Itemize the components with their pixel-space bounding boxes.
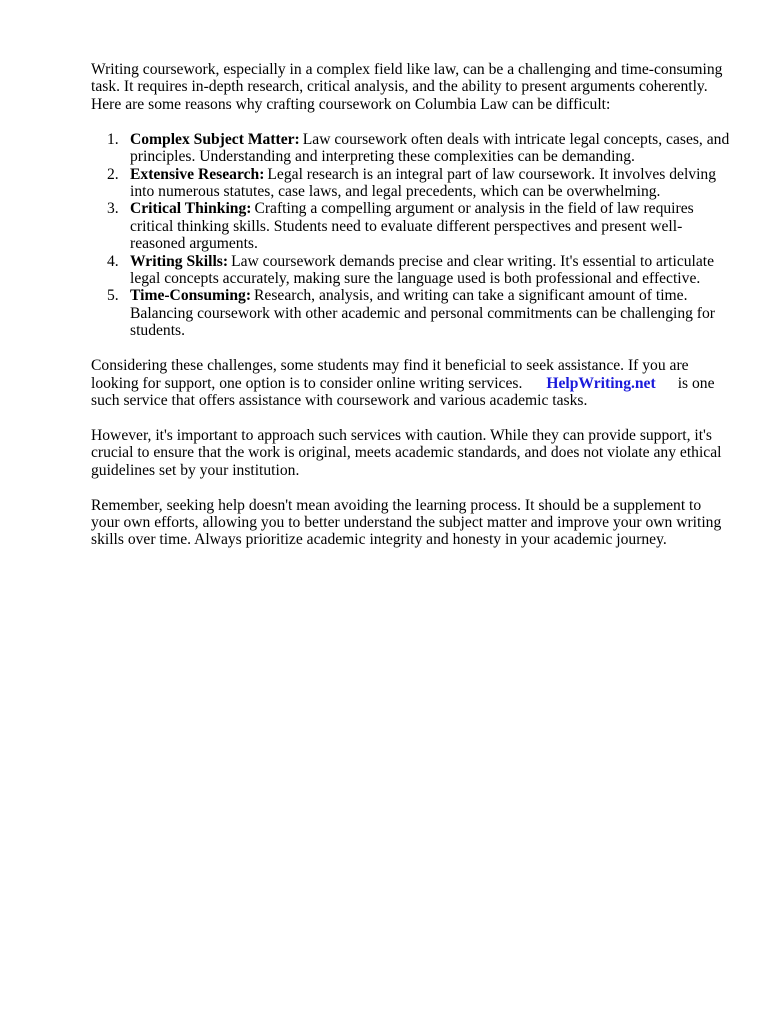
list-text: Crafting a compelling argument or analysis in the field of law requires critical thinking skills. Students need to evaluate different perspectives and present well-reasoned arguments. — [130, 200, 694, 253]
list-number: 4. — [107, 252, 119, 270]
list-number: 3. — [107, 200, 119, 218]
caution-paragraph: However, it's important to approach such services with caution. While they can provide support, it's crucial to ensure that the work is original, meets academic standards, and does not violate any ethical guidelines set by your institution. — [91, 426, 722, 479]
list-item-time-consuming — [107, 287, 731, 340]
list-item-writing-skills — [107, 252, 731, 288]
list-term: Writing Skills: — [130, 252, 229, 270]
list-number: 5. — [107, 287, 119, 305]
list-term: Complex Subject Matter: — [130, 130, 300, 148]
helpwriting-link[interactable]: HelpWriting.net — [546, 374, 656, 392]
assistance-text-before: Considering these challenges, some students may find it beneficial to seek assistance. If you are looking for support, one option is to consider online writing services. — [91, 357, 689, 392]
list-term: Time-Consuming: — [130, 287, 252, 305]
list-text: Legal research is an integral part of law coursework. It involves delving into numerous statutes, case laws, and legal precedents, which can be overwhelming. — [130, 165, 717, 200]
list-item-extensive-research — [107, 165, 731, 201]
list-text: Law coursework often deals with intricate legal concepts, cases, and principles. Understanding and interpreting these complexities can be demanding. — [130, 130, 730, 166]
list-number: 2. — [107, 165, 119, 183]
list-number: 1. — [107, 130, 119, 148]
list-term: Extensive Research: — [130, 165, 265, 183]
list-text: Research, analysis, and writing can take a significant amount of time. Balancing coursework with other academic and personal commitments can be challenging for students. — [130, 287, 715, 340]
document-page — [91, 61, 731, 566]
list-item-critical-thinking — [107, 200, 731, 253]
closing-paragraph: Remember, seeking help doesn't mean avoiding the learning process. It should be a supplement to your own efforts, allowing you to better understand the subject matter and improve your own writing skills over time. Always prioritize academic integrity and honesty in your academic journey. — [91, 496, 722, 549]
list-term: Critical Thinking: — [130, 200, 252, 218]
assistance-paragraph — [91, 357, 731, 409]
intro-paragraph: Writing coursework, especially in a complex field like law, can be a challenging and time-consuming task. It requires in-depth research, critical analysis, and the ability to present arguments coherently. Here are some reasons why crafting coursework on Columbia Law can be difficult: — [91, 61, 723, 113]
list-text: Law coursework demands precise and clear writing. It's essential to articulate legal concepts accurately, making sure the language used is both professional and effective. — [130, 252, 715, 287]
list-item-complex-subject-matter — [107, 130, 731, 166]
reasons-list — [91, 131, 731, 340]
assistance-text-after: is one such service that offers assistance with coursework and various academic tasks. — [91, 374, 715, 409]
